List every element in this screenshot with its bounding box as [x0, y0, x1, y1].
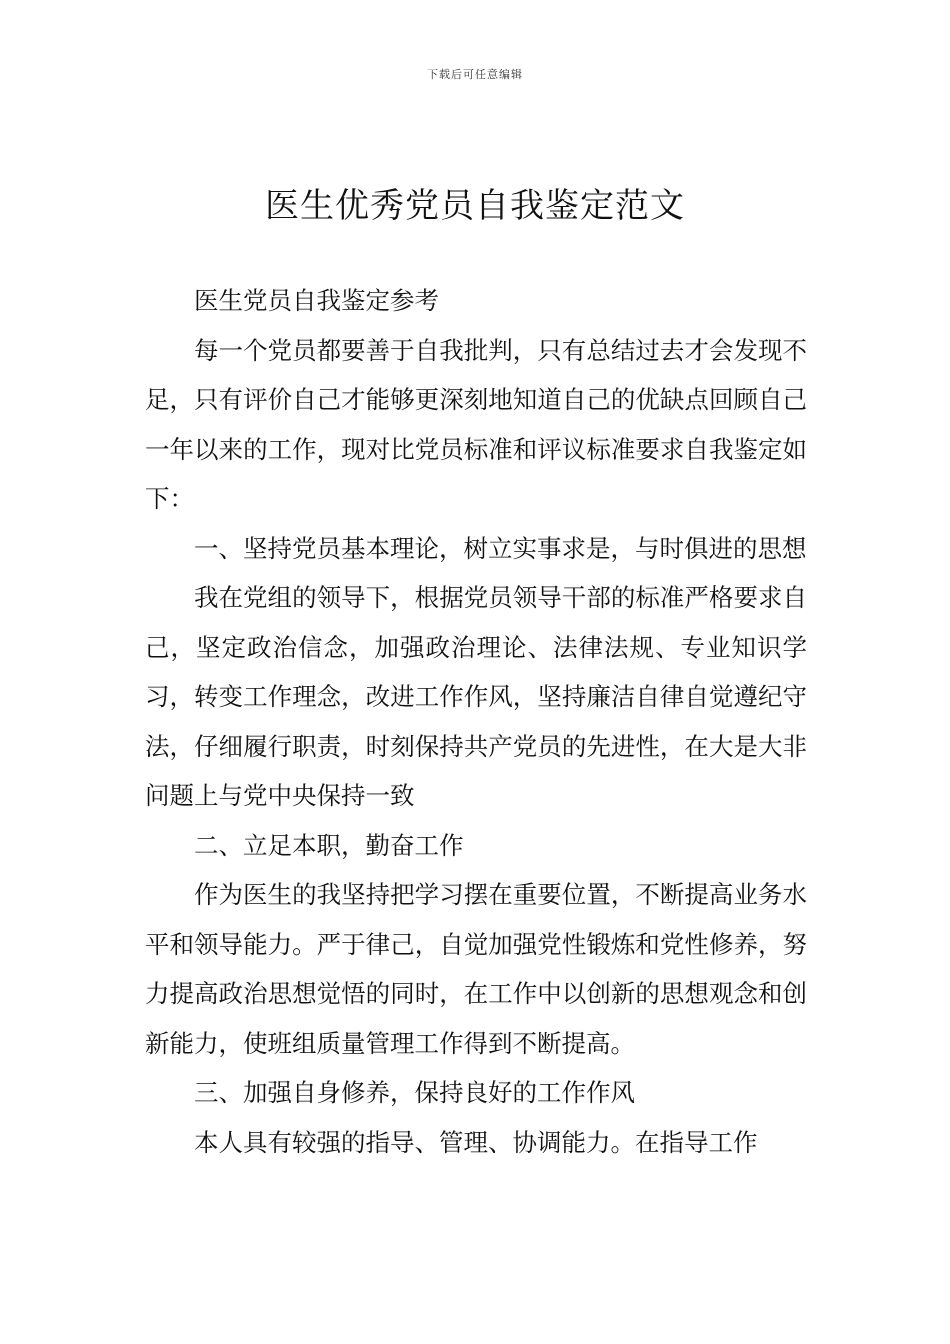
document-title: 医生优秀党员自我鉴定范文 — [265, 186, 685, 226]
section-heading-1: 一、坚持党员基本理论，树立实事求是，与时俱进的思想 — [194, 533, 807, 563]
paragraph-intro: 每一个党员都要善于自我批判，只有总结过去才会发现不足，只有评价自己才能够更深刻地知道自己的优缺点回顾自己一年以来的工作，现对比党员标准和评议标准要求自我鉴定如下： — [145, 335, 807, 513]
paragraph-section-2: 作为医生的我坚持把学习摆在重要位置，不断提高业务水平和领导能力。严于律己，自觉加强党性锻炼和党性修养，努力提高政治思想觉悟的同时，在工作中以创新的思想观念和创新能力，使班组质量管理工作得到不断提高。 — [145, 880, 807, 1058]
document-body — [145, 276, 807, 1167]
paragraph-subtitle: 医生党员自我鉴定参考 — [194, 286, 439, 315]
header-note: 下载后可任意编辑 — [427, 68, 523, 81]
paragraph-section-3: 本人具有较强的指导、管理、协调能力。在指导工作 — [194, 1127, 758, 1157]
section-heading-3: 三、加强自身修养，保持良好的工作作风 — [194, 1078, 635, 1107]
section-heading-2: 二、立足本职，勤奋工作 — [194, 830, 464, 860]
paragraph-section-1: 我在党组的领导下，根据党员领导干部的标准严格要求自己，坚定政治信念，加强政治理论、法律法规、专业知识学习，转变工作理念，改进工作作风，坚持廉洁自律自觉遵纪守法，仔细履行职责，时刻保持共产党员的先进性，在大是大非问题上与党中央保持一致 — [145, 583, 807, 810]
